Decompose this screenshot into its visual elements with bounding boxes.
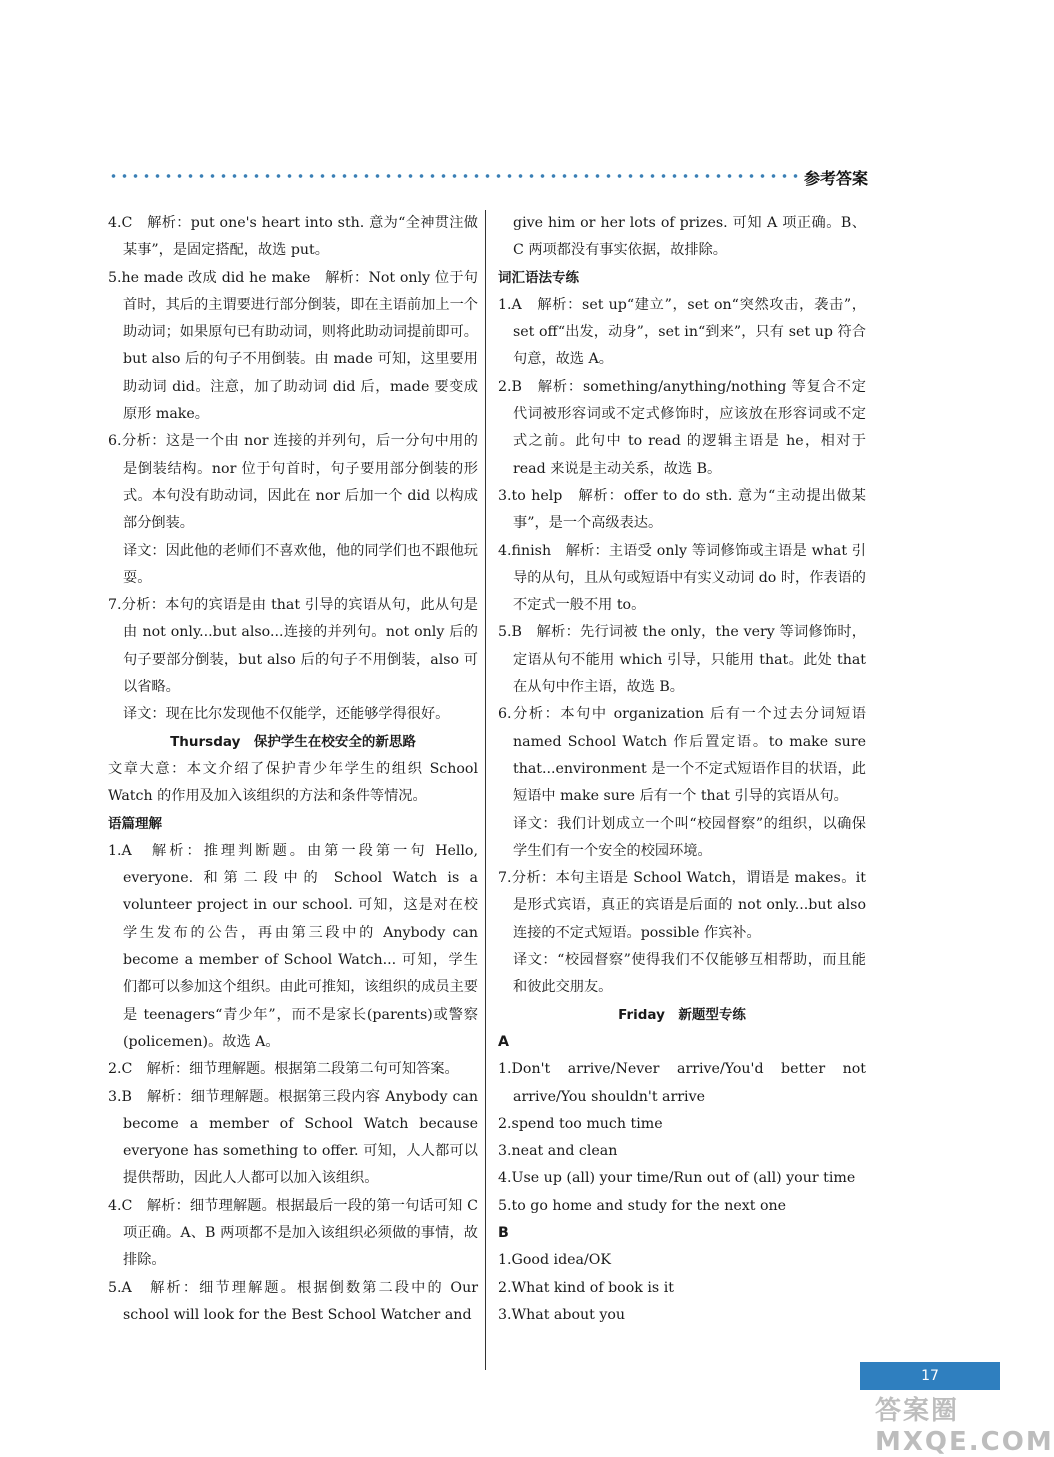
section-heading: 词汇语法专练: [498, 269, 579, 286]
answer-item: 6.分析：本句中 organization 后有一个过去分词短语 named School Watch 作后置定语。to make sure that...environment 是一个不定式短语作目的状语，此短语中 make sure 后有一个 that 引导的宾语从句。: [498, 706, 866, 805]
answer-item: 5.he made 改成 did he make 解析：Not only 位于句首时，其后的主谓要进行部分倒装，即在主语前加上一个助动词；如果原句已有助动词，则将此助动词提前即可。but also 后的句子不用倒装。由 made 可知，这里要用助动词 did。注意，加了助动词 did 后，made 要变成原形 make。: [108, 269, 478, 423]
answer-item: 4.finish 解析：主语受 only 等词修饰或主语是 what 引导的从句，且从句或短语中有实义动词 do 时，作表语的不定式一般不用 to。: [498, 542, 866, 614]
left-column: [108, 210, 478, 1329]
page-number: 17: [921, 1368, 939, 1384]
answer-item: 3.What about you: [498, 1306, 626, 1323]
section-title: Thursday 保护学生在校安全的新思路: [170, 733, 416, 750]
article-summary: 文章大意：本文介绍了保护青少年学生的组织 School Watch 的作用及加入该组织的方法和条件等情况。: [108, 760, 478, 805]
answer-item: 2.spend too much time: [498, 1115, 663, 1132]
column-divider: [485, 210, 486, 1370]
answer-item: 3.to help 解析：offer to do sth. 意为“主动提出做某事”，是一个高级表达。: [498, 487, 866, 532]
right-column: [498, 210, 866, 1329]
answer-item: 2.C 解析：细节理解题。根据第二段第二句可知答案。: [108, 1061, 459, 1078]
answer-item: 7.分析：本句主语是 School Watch，谓语是 makes。it 是形式宾语，真正的宾语是后面的 not only...but also 连接的不定式短语。possible 作宾补。: [498, 870, 866, 941]
answer-item: 1.Good idea/OK: [498, 1252, 612, 1269]
answer-item: 4.Use up (all) your time/Run out of (all) your time: [498, 1170, 856, 1187]
answer-item: 1.A 解析：set up“建立”，set on“突然攻击，袭击”，set off“出发，动身”，set in“到来”，只有 set up 符合句意，故选 A。: [498, 296, 866, 368]
answer-item: 4.C 解析：细节理解题。根据最后一段的第一句话可知 C 项正确。A、B 两项都不是加入该组织必须做的事情，故排除。: [108, 1197, 478, 1269]
answer-item: 5.B 解析：先行词被 the only，the very 等词修饰时，定语从句不能用 which 引导，只能用 that。此处 that 在从句中作主语，故选 B。: [498, 624, 866, 696]
answer-item: 5.to go home and study for the next one: [498, 1197, 787, 1214]
answer-item: 2.B 解析：something/anything/nothing 等复合不定代词被形容词或不定式修饰时，应该放在形容词或不定式之前。此句中 to read 的逻辑主语是 he，相对于 read 来说是主动关系，故选 B。: [498, 378, 866, 477]
translation: 译文：因此他的老师们不喜欢他，他的同学们也不跟他玩耍。: [123, 542, 478, 586]
answer-item: 7.分析：本句的宾语是由 that 引导的宾语从句，此从句是由 not only...but also...连接的并列句。not only 后的句子要部分倒装，but also 后的句子不用倒装，also 可以省略。: [108, 597, 478, 696]
answer-item: 5.A 解析：细节理解题。根据倒数第二段中的 Our school will look for the Best School Watcher and: [108, 1279, 478, 1323]
part-label: A: [498, 1033, 509, 1050]
translation: 译文：“校园督察”使得我们不仅能够互相帮助，而且能和彼此交朋友。: [513, 952, 866, 996]
page-number-badge: [860, 1362, 1000, 1390]
answer-item: 3.neat and clean: [498, 1143, 618, 1160]
answer-item: 6.分析：这是一个由 nor 连接的并列句，后一分句中用的是倒装结构。nor 位于句首时，句子要用部分倒装的形式。本句没有助动词，因此在 nor 后加一个 did 以构成部分倒装。: [108, 433, 478, 532]
header-title: 参考答案: [803, 169, 868, 188]
answer-item: 1.Don't arrive/Never arrive/You'd better not arrive/You shouldn't arrive: [498, 1061, 866, 1105]
part-label: B: [498, 1224, 509, 1241]
watermark: 答案圈 MXQE.COM: [875, 1396, 1054, 1457]
answer-item: 1.A 解析：推理判断题。由第一段第一句 Hello, everyone. 和第二段中的 School Watch is a volunteer project in our school. 可知，这是对在校学生发布的公告，再由第三段中的 Anybody can become a member of School Watch... 可知，学生们都可以参加这个组织。由此可推知，该组织的成员主要是 teenagers“青少年”，而不是家长(parents)或警察(policemen)。故选 A。: [108, 842, 478, 1050]
answer-item: 2.What kind of book is it: [498, 1279, 674, 1296]
section-title: Friday 新题型专练: [618, 1006, 746, 1023]
translation: 译文：现在比尔发现他不仅能学，还能够学得很好。: [123, 706, 450, 723]
section-heading: 语篇理解: [108, 815, 162, 832]
answer-continuation: give him or her lots of prizes. 可知 A 项正确。B、C 两项都没有事实依据，故排除。: [513, 215, 866, 259]
page-header: [108, 166, 868, 190]
answer-item: 3.B 解析：细节理解题。根据第三段内容 Anybody can become a member of School Watch because everyone has something to offer. 可知，人人都可以提供帮助，因此人人都可以加入该组织。: [108, 1088, 478, 1187]
dotted-rule: [108, 172, 798, 180]
translation: 译文：我们计划成立一个叫“校园督察”的组织，以确保学生们有一个安全的校园环境。: [513, 815, 866, 859]
answer-item: 4.C 解析：put one's heart into sth. 意为“全神贯注做某事”，是固定搭配，故选 put。: [108, 215, 478, 259]
